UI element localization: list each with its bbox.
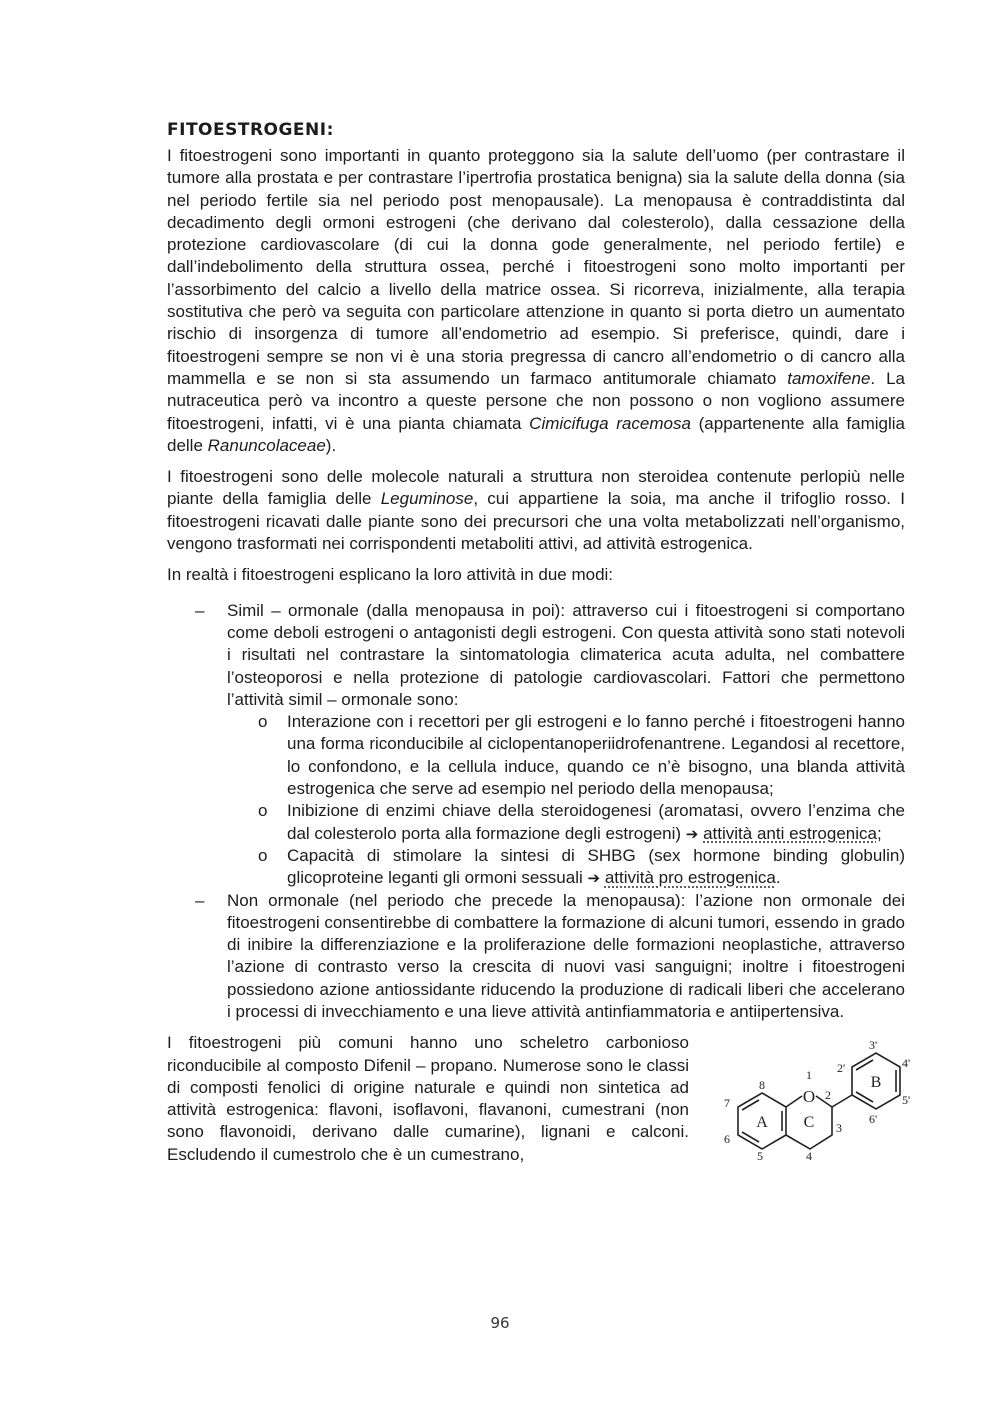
sublist-item-enzyme xyxy=(227,800,905,845)
locant-6: 6 xyxy=(724,1132,730,1147)
locant-1: 1 xyxy=(806,1068,812,1083)
list-item-non-ormonale xyxy=(167,890,905,1024)
definition-text-a: I fitoestrogeni sono delle molecole naturali a struttura non steroidea contenute perlopiù nelle piante della famiglia delle xyxy=(167,467,905,509)
locant-6-prime: 6' xyxy=(869,1112,878,1127)
enzyme-text-end: ; xyxy=(876,823,882,843)
non-ormonale-text: Non ormonale (nel periodo che precede la menopausa): l’azione non ormonale dei fitoestrogeni consentirebbe di combattere la formazione di alcuni tumori, essendo in grado di inibire la differenziazione e la proliferazione delle formazioni neoplastiche, attraverso l’azione di contrasto verso la crescita di nuovi vasi sanguigni; inoltre i fitoestrogeni possiedono azione antiossidante riducendo la produzione di radicali liberi che accelerano i processi di invecchiamento e una lieve attività antinfiammatoria e antiipertensiva. xyxy=(227,890,905,1021)
locant-8: 8 xyxy=(759,1078,765,1093)
locant-4: 4 xyxy=(806,1149,812,1164)
arrow-right-icon: ➔ xyxy=(685,824,699,843)
modes-paragraph: In realtà i fitoestrogeni esplicano la loro attività in due modi: xyxy=(167,565,614,585)
enzyme-text: Inibizione di enzimi chiave della steroidogenesi (aromatasi, ovvero l’enzima che dal colesterolo porta alla formazione degli estrogeni) xyxy=(287,801,905,843)
bullet-marker: o xyxy=(258,801,268,821)
bullet-marker: o xyxy=(258,712,268,732)
anti-estrogen-link: attività anti estrogenica xyxy=(703,823,877,843)
definition-em-leguminose: Leguminose xyxy=(380,489,474,509)
flavonoid-structure-diagram xyxy=(712,1026,912,1166)
intro-paragraph xyxy=(167,145,905,457)
section-heading: FITOESTROGENI: xyxy=(167,120,334,140)
list-item-simil-ormonale xyxy=(167,600,905,890)
intro-text-a: I fitoestrogeni sono importanti in quanto proteggono sia la salute dell’uomo (per contrastare il tumore alla prostata e per contrastare l’ipertrofia prostatica benigna) sia la salute della donna (sia nel periodo fertile sia nel periodo post menopausale). La menopausa è contraddistinta dal decadimento degli ormoni estrogeni (che derivano dal colesterolo), dalla cessazione della protezione cardiovascolare (di cui la donna gode generalmente, nel periodo fertile) e dall’indebolimento della struttura ossea, perché i fitoestrogeni sono molto importanti per l’assorbimento del calcio a livello della matrice ossea. Si ricorreva, inizialmente, alla terapia sostitutiva che però va seguita con particolare attenzione in quanto si porta dietro un aumentato rischio di insorgenza di tumore all’endometrio ad esempio. Si preferisce, quindi, dare i fitoestrogeni sempre se non vi è una storia pregressa di cancro all’endometrio o di cancro alla mammella e se non si sta assumendo un farmaco antitumorale chiamato xyxy=(167,146,905,388)
intro-em-cimicifuga: Cimicifuga racemosa xyxy=(529,413,691,433)
intro-text-b: . La nutraceutica però va incontro a queste persone che non possono o non vogliono assumere fitoestrogeni, infatti, vi è una pianta chiamata xyxy=(167,368,905,433)
ring-b-label: B xyxy=(870,1074,882,1092)
sublist-item-shbg xyxy=(227,845,905,890)
dash-marker: – xyxy=(195,890,205,910)
arrow-right-icon: ➔ xyxy=(587,869,601,888)
pro-estrogen-link: attività pro estrogenica xyxy=(604,868,776,888)
definition-paragraph xyxy=(167,466,905,555)
intro-text-c: (appartenente alla famiglia delle xyxy=(167,413,905,455)
factors-sublist xyxy=(227,711,905,889)
ring-a-label: A xyxy=(756,1114,768,1132)
locant-5-prime: 5' xyxy=(902,1093,911,1108)
dash-marker: – xyxy=(195,600,205,620)
locant-5: 5 xyxy=(757,1149,763,1164)
page-number: 96 xyxy=(490,1314,510,1332)
locant-3-prime: 3' xyxy=(869,1038,878,1053)
skeleton-section xyxy=(167,1032,911,1167)
ring-c-label: C xyxy=(803,1114,815,1132)
modes-list xyxy=(167,600,905,1024)
intro-em-tamoxifene: tamoxifene xyxy=(787,368,871,388)
bullet-marker: o xyxy=(258,845,268,865)
sublist-item-receptor xyxy=(227,711,905,800)
locant-3: 3 xyxy=(836,1121,842,1136)
simil-ormonale-text: Simil – ormonale (dalla menopausa in poi): attraverso cui i fitoestrogeni si comportano come deboli estrogeni o antagonisti degli estrogeni. Con questa attività sono stati notevoli i risultati nel contrastare la sintomatologia climaterica acuta adulta, nel combattere l’osteoporosi e nella protezione di patologie cardiovascolari. Fattori che permettono l’attività simil – ormonale sono: xyxy=(227,600,905,709)
locant-2: 2 xyxy=(825,1088,831,1103)
receptor-text: Interazione con i recettori per gli estrogeni e lo fanno perché i fitoestrogeni hanno una forma riconducibile al ciclopentanoperiidrofenantrene. Legandosi al recettore, lo confondono, e la cellula induce, quando ce n’è bisogno, una blanda attività estrogenica che serve ad esempio nel periodo della menopausa; xyxy=(287,712,905,799)
locant-2-prime: 2' xyxy=(837,1061,846,1076)
shbg-text-end: . xyxy=(775,868,781,888)
oxygen-label: O xyxy=(802,1087,816,1107)
skeleton-paragraph: I fitoestrogeni più comuni hanno uno scheletro carbonioso riconducibile al composto Difenil – propano. Numerose sono le classi di composti fenolici di origine naturale e quindi non sintetica ad attività estrogenica: flavoni, isoflavoni, flavanoni, cumestrani (non sono flavonoidi, derivano dalle cumarine), lignani e calconi. Escludendo il cumestrolo che è un cumestrano, xyxy=(167,1033,689,1164)
document-page xyxy=(167,118,911,1167)
definition-text-b: , cui appartiene la soia, ma anche il trifoglio rosso. I fitoestrogeni ricavati dalle piante sono dei precursori che una volta metabolizzati nell’organismo, vengono trasformati nei corrispondenti metaboliti attivi, ad attività estrogenica. xyxy=(167,489,905,554)
locant-7: 7 xyxy=(724,1096,730,1111)
locant-4-prime: 4' xyxy=(902,1056,911,1071)
intro-em-ranuncolaceae: Ranuncolaceae xyxy=(207,435,326,455)
shbg-text: Capacità di stimolare la sintesi di SHBG (sex hormone binding globulin) glicoproteine leganti gli ormoni sessuali xyxy=(287,845,905,888)
intro-text-d: ). xyxy=(325,435,337,455)
